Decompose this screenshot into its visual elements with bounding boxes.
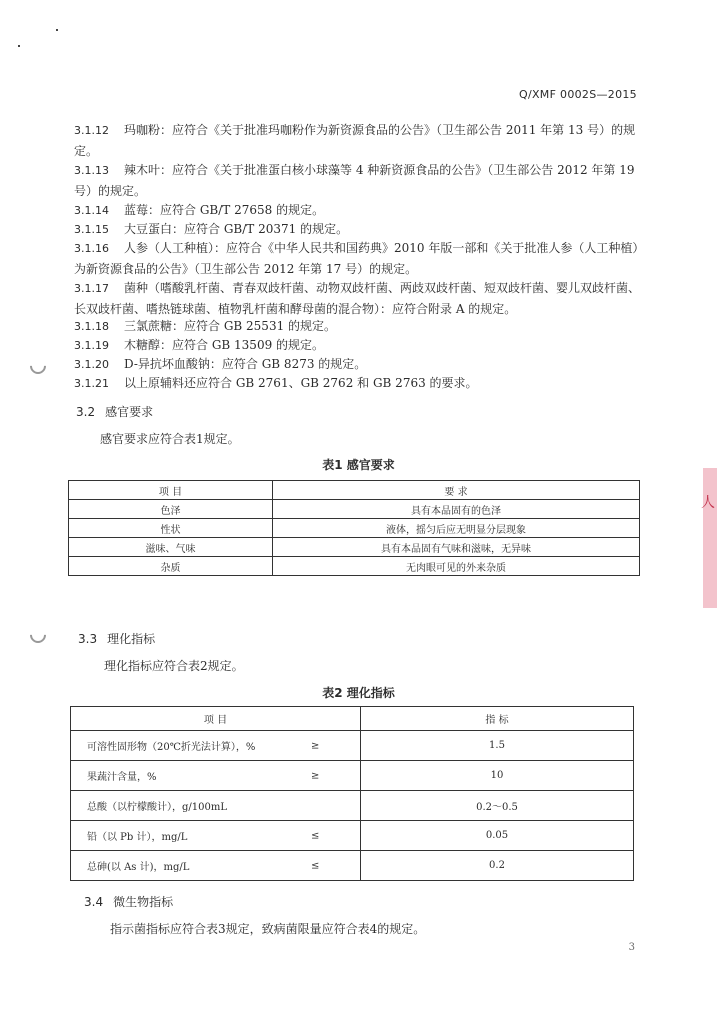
clause-3-1-15 [74, 219, 640, 240]
table-row [69, 500, 640, 519]
clause-number: 3.1.15 [74, 223, 109, 236]
comparison-operator: ≥ [311, 740, 320, 751]
clause-text: 以上原辅料还应符合 GB 2761、GB 2762 和 GB 2763 的要求。 [124, 376, 478, 390]
clause-3-1-21 [74, 373, 640, 394]
section-title: 理化指标 [107, 632, 156, 646]
scan-speck [18, 45, 20, 47]
clause-number: 3.1.19 [74, 339, 109, 352]
table-cell [71, 761, 361, 791]
clause-text: 辣木叶：应符合《关于批准蛋白核小球藻等 4 种新资源食品的公告》（卫生部公告 2012 年第 19 号）的规定。 [74, 163, 635, 198]
table-1-caption: 表1 感官要求 [322, 458, 395, 472]
clause-number: 3.1.17 [74, 282, 109, 295]
table-row [71, 791, 634, 821]
table-cell: 无肉眼可见的外来杂质 [273, 557, 640, 576]
table-cell: 滋味、气味 [69, 538, 273, 557]
column-header: 要 求 [273, 481, 640, 500]
section-number: 3.2 [76, 405, 96, 419]
column-header: 指 标 [361, 707, 634, 731]
section-3-3-paragraph: 理化指标应符合表2规定。 [104, 659, 244, 673]
clause-text: 蓝莓：应符合 GB/T 27658 的规定。 [124, 203, 325, 217]
edge-stamp-text: 人 [701, 495, 715, 511]
clause-text: 大豆蛋白：应符合 GB/T 20371 的规定。 [124, 222, 349, 236]
table-row [71, 731, 634, 761]
table-cell [71, 731, 361, 761]
table-row [69, 557, 640, 576]
table-cell: 具有本品固有气味和滋味，无异味 [273, 538, 640, 557]
column-header: 项 目 [71, 707, 361, 731]
punch-hole-mark [27, 624, 50, 647]
clause-number: 3.1.16 [74, 242, 109, 255]
clause-3-1-13 [74, 160, 640, 201]
indicator-name: 总砷(以 As 计)，mg/L [87, 862, 190, 873]
section-number: 3.4 [84, 895, 104, 909]
clause-number: 3.1.20 [74, 358, 109, 371]
section-title: 微生物指标 [113, 895, 174, 909]
sensory-table [68, 480, 640, 576]
table-header-row [71, 707, 634, 731]
clause-3-1-20 [74, 354, 640, 375]
table-cell: 性状 [69, 519, 273, 538]
indicator-name: 果蔬汁含量，% [87, 772, 157, 783]
indicator-name: 铅（以 Pb 计），mg/L [87, 832, 188, 843]
table-row [71, 851, 634, 881]
table-cell: 具有本品固有的色泽 [273, 500, 640, 519]
section-heading-3-3 [78, 630, 155, 647]
document-number: Q/XMF 0002S—2015 [519, 88, 637, 101]
table-cell: 1.5 [361, 731, 634, 761]
clause-text: 三氯蔗糖：应符合 GB 25531 的规定。 [124, 319, 337, 333]
clause-number: 3.1.13 [74, 164, 109, 177]
table-cell: 液体，摇匀后应无明显分层现象 [273, 519, 640, 538]
section-heading-3-2 [76, 403, 153, 420]
edge-stamp-mark [703, 468, 717, 608]
table-cell: 0.2～0.5 [361, 791, 634, 821]
table-cell: 色泽 [69, 500, 273, 519]
table-cell [71, 791, 361, 821]
section-heading-3-4 [84, 893, 173, 910]
indicator-name: 可溶性固形物（20℃折光法计算），% [87, 742, 256, 753]
table-cell: 0.2 [361, 851, 634, 881]
clause-number: 3.1.18 [74, 320, 109, 333]
clause-text: 木糖醇：应符合 GB 13509 的规定。 [124, 338, 325, 352]
page-number: 3 [628, 942, 635, 953]
table-row [71, 821, 634, 851]
table-cell [71, 851, 361, 881]
clause-3-1-12 [74, 120, 640, 161]
clause-3-1-16 [74, 238, 640, 279]
clause-number: 3.1.12 [74, 124, 109, 137]
section-number: 3.3 [78, 632, 98, 646]
table-header-row [69, 481, 640, 500]
section-3-2-paragraph: 感官要求应符合表1规定。 [100, 432, 240, 446]
table-row [71, 761, 634, 791]
comparison-operator: ≤ [311, 860, 320, 871]
clause-text: 人参（人工种植）：应符合《中华人民共和国药典》2010 年版一部和《关于批准人参（人工种植）为新资源食品的公告》（卫生部公告 2012 年第 17 号）的规定。 [74, 241, 639, 276]
punch-hole-mark [27, 355, 50, 378]
section-title: 感官要求 [105, 405, 154, 419]
table-cell: 0.05 [361, 821, 634, 851]
indicator-name: 总酸（以柠檬酸计），g/100mL [87, 802, 227, 813]
comparison-operator: ≤ [311, 830, 320, 841]
physicochemical-table [70, 706, 634, 881]
clause-3-1-14 [74, 200, 640, 221]
section-3-4-paragraph: 指示菌指标应符合表3规定，致病菌限量应符合表4的规定。 [110, 922, 426, 936]
clause-number: 3.1.21 [74, 377, 109, 390]
clause-3-1-17 [74, 278, 640, 319]
table-cell: 10 [361, 761, 634, 791]
column-header: 项 目 [69, 481, 273, 500]
clause-3-1-18 [74, 316, 640, 337]
table-cell: 杂质 [69, 557, 273, 576]
table-row [69, 519, 640, 538]
clause-number: 3.1.14 [74, 204, 109, 217]
clause-text: 菌种（嗜酸乳杆菌、青春双歧杆菌、动物双歧杆菌、两歧双歧杆菌、短双歧杆菌、婴儿双歧杆菌、长双歧杆菌、嗜热链球菌、植物乳杆菌和酵母菌的混合物）：应符合附录 A 的规定。 [74, 281, 641, 316]
table-2-caption: 表2 理化指标 [322, 686, 395, 700]
scan-speck [56, 29, 58, 31]
comparison-operator: ≥ [311, 770, 320, 781]
table-row [69, 538, 640, 557]
clause-text: 玛咖粉：应符合《关于批准玛咖粉作为新资源食品的公告》（卫生部公告 2011 年第 13 号）的规定。 [74, 123, 636, 158]
clause-3-1-19 [74, 335, 640, 356]
clause-text: D-异抗坏血酸钠：应符合 GB 8273 的规定。 [124, 357, 367, 371]
table-cell [71, 821, 361, 851]
